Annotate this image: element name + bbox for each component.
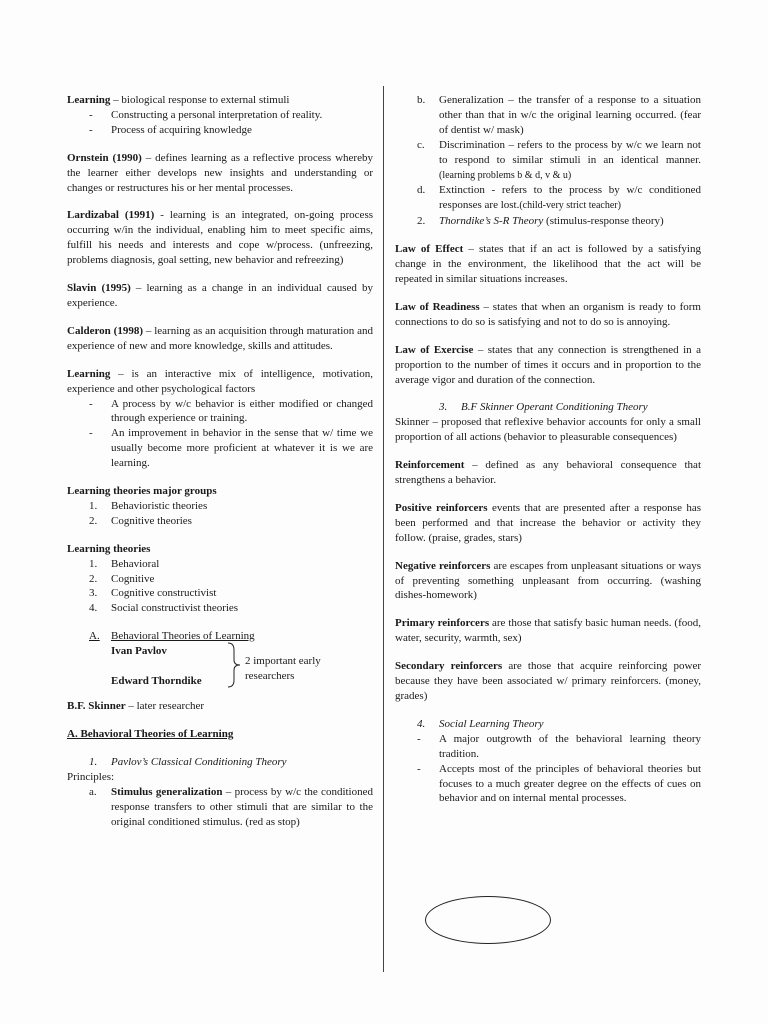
list-number: 1. [89, 557, 98, 570]
definition: events that are presented after a response has been performed and that increase the behavior or activity they follow. (praise, grades, stars) [395, 501, 701, 544]
definition: – later researcher [125, 700, 205, 713]
section-title: Thorndike’s S-R Theory [439, 215, 544, 228]
list-item: - Process of acquiring knowledge [67, 123, 373, 138]
list-number: 1. [89, 499, 98, 512]
list-item [67, 601, 373, 616]
definition: – states that if an act is followed by a satisfying change in the environment, the likelihood that the act will be repeated in similar situations increases. [395, 243, 701, 285]
item-label: a. [89, 785, 97, 798]
lardizabal-definition [67, 208, 373, 268]
learning-theories-list [67, 557, 373, 617]
list-item [67, 572, 373, 587]
list-text: Cognitive constructivist [111, 587, 217, 600]
researcher-thorndike: Edward Thorndike [111, 675, 202, 688]
list-text: Behavioristic theories [111, 499, 208, 512]
law-of-exercise [395, 343, 701, 388]
learning-definition [67, 93, 373, 108]
list-number: 2. [89, 572, 98, 585]
term: Learning [67, 94, 111, 106]
definition: – states that any connection is strengthened in a proportion to the number of times it occurs and in proportion to the average vigor and duration of the connection. [395, 343, 701, 386]
list-number: 4. [89, 602, 98, 615]
column-divider [383, 86, 384, 972]
section-a-subheading [67, 629, 373, 644]
major-groups-heading [67, 484, 373, 499]
term: Ornstein (1990) [67, 151, 142, 164]
researchers-note: 2 important early researchers [245, 655, 321, 683]
section-title: Behavioral Theories of Learning [111, 630, 255, 643]
left-column [67, 93, 373, 843]
list-item [67, 499, 373, 514]
list-item: - An improvement in behavior in the sense that w/ time we usually become more proficient at whatever it is we are learning. [67, 426, 373, 471]
right-column [395, 93, 701, 806]
definition: are escapes from unpleasant situations or ways of preventing something unpleasant from occurring. (washing dishes-homework) [395, 559, 701, 602]
law-of-readiness [395, 300, 701, 330]
item-label: b. [417, 94, 426, 106]
calderon-definition [67, 324, 373, 354]
term: Reinforcement [395, 459, 465, 472]
pavlov-theory-heading [67, 755, 373, 770]
section-number: 2. [417, 215, 426, 228]
list-item [67, 514, 373, 529]
primary-reinforcers [395, 616, 701, 646]
definition: – process by w/c the conditioned response transfers to other stimuli that are similar to the original conditioned stimulus. (red as stop) [111, 785, 373, 828]
principle-c [395, 138, 701, 184]
reinforcement-definition [395, 458, 701, 488]
item-label: d. [417, 184, 426, 197]
definition: – states that when an organism is ready to form connections to do so is satisfying and not to do so is annoying. [395, 300, 701, 328]
definition: – learning as an acquisition through maturation and experience of new and more knowledge, skills and attitudes. [67, 324, 373, 352]
learning-theories-heading [67, 542, 373, 557]
heading-text: Learning theories [67, 542, 151, 555]
principles-label: Principles: [67, 770, 115, 783]
definition: – defined as any behavioral consequence that strengthens a behavior. [395, 459, 701, 487]
list-item: - A process by w/c behavior is either modified or changed through experience or training. [67, 397, 373, 427]
item-text: Extinction - refers to the process by w/c conditioned responses are lost. [439, 184, 701, 212]
definition: – learning as a change in an individual caused by experience. [67, 282, 373, 309]
skinner-text: Skinner – proposed that reflexive behavior accounts for only a small proportion of all actions (behavior to pleasurable consequences) [395, 416, 701, 444]
item-text: Generalization – the transfer of a response to a situation other than that in w/c the original learning occurred. (fear of dentist w/ mask) [439, 94, 701, 136]
list-text: Cognitive theories [111, 514, 192, 527]
item-note: (child-very strict teacher) [519, 200, 621, 212]
section-number: 4. [417, 717, 426, 730]
ornstein-definition [67, 151, 373, 196]
definition: - learning is an integrated, on-going process occurring w/in the individual, enabling him to meet specific aims, fulfill his needs and interests and cope w/process. (unfreezing, problems diagnosis, goal setting, new behavior and refreezing) [67, 209, 374, 267]
list-item [67, 557, 373, 572]
section-note: (stimulus-response theory) [543, 215, 664, 228]
social-learning-heading [395, 717, 701, 732]
list-number: 2. [89, 514, 98, 527]
section-title: Social Learning Theory [439, 717, 544, 730]
term: Law of Readiness [395, 300, 480, 313]
list-text: Behavioral [111, 557, 160, 570]
section-title: B.F Skinner Operant Conditioning Theory [461, 401, 648, 414]
principle-d [395, 183, 701, 214]
positive-reinforcers [395, 501, 701, 546]
section-number: 3. [439, 401, 448, 414]
term: Negative reinforcers [395, 559, 491, 572]
definition: – biological response to external stimuli [110, 94, 290, 106]
thorndike-theory-heading [395, 214, 701, 229]
slavin-definition [67, 281, 373, 311]
learning-bullets [67, 108, 373, 138]
learning-interactive-bullets [67, 397, 373, 472]
heading-text: A. Behavioral Theories of Learning [67, 728, 234, 741]
heading-text: Learning theories major groups [67, 485, 217, 498]
section-label: A. [89, 630, 100, 643]
secondary-reinforcers [395, 659, 701, 704]
term: Law of Effect [395, 243, 464, 256]
term: Secondary reinforcers [395, 660, 503, 673]
major-groups-list [67, 499, 373, 529]
definition: are those that satisfy basic human needs. (food, water, security, warmth, sex) [395, 617, 701, 645]
term: Positive reinforcers [395, 501, 488, 514]
right-brace-icon [227, 642, 241, 688]
law-of-effect [395, 242, 701, 287]
list-item: - A major outgrowth of the behavioral learning theory tradition. [395, 732, 701, 762]
term: Calderon (1998) [67, 324, 143, 337]
list-item [67, 586, 373, 601]
term: Slavin (1995) [67, 282, 131, 295]
section-title: Pavlov’s Classical Conditioning Theory [111, 756, 287, 768]
item-label: c. [417, 138, 425, 151]
term: Primary reinforcers [395, 617, 490, 630]
skinner-note [67, 699, 373, 714]
researchers-group [67, 644, 373, 688]
definition: – is an interactive mix of intelligence, motivation, experience and other psychological factors [67, 367, 373, 395]
definition: are those that acquire reinforcing power because they have been associated w/ primary reinforcers. (money, grades) [395, 660, 702, 702]
list-item: - Constructing a personal interpretation of reality. [67, 108, 373, 123]
item-note: (learning problems b & d, v & u) [439, 169, 572, 181]
term: Law of Exercise [395, 343, 474, 356]
learning-interactive-definition [67, 367, 373, 397]
section-a-heading [67, 727, 373, 742]
list-item: - Accepts most of the principles of behavioral theories but focuses to a much greater degree on the effects of cues on behavior and on internal mental processes. [395, 762, 701, 807]
skinner-theory-heading [395, 400, 701, 415]
term: B.F. Skinner [67, 700, 126, 713]
term: Stimulus generalization [111, 785, 223, 798]
section-number: 1. [89, 756, 98, 768]
hand-drawn-ellipse [425, 896, 551, 944]
definition: – defines learning as a reflective process whereby the learner either develops new insights and understanding or changes or restructures his or her mental processes. [67, 151, 373, 194]
term: Lardizabal (1991) [67, 209, 155, 222]
stimulus-generalization [67, 785, 373, 830]
list-text: Cognitive [111, 572, 155, 585]
principle-b [395, 93, 701, 138]
researcher-pavlov: Ivan Pavlov [111, 645, 167, 658]
item-text: Discrimination – refers to the process by w/c we learn not to respond to similar stimuli in an identical manner. [439, 138, 701, 166]
negative-reinforcers [395, 559, 701, 604]
term: Learning [67, 367, 111, 380]
social-learning-bullets [395, 732, 701, 807]
list-text: Social constructivist theories [111, 602, 239, 615]
list-number: 3. [89, 587, 98, 600]
